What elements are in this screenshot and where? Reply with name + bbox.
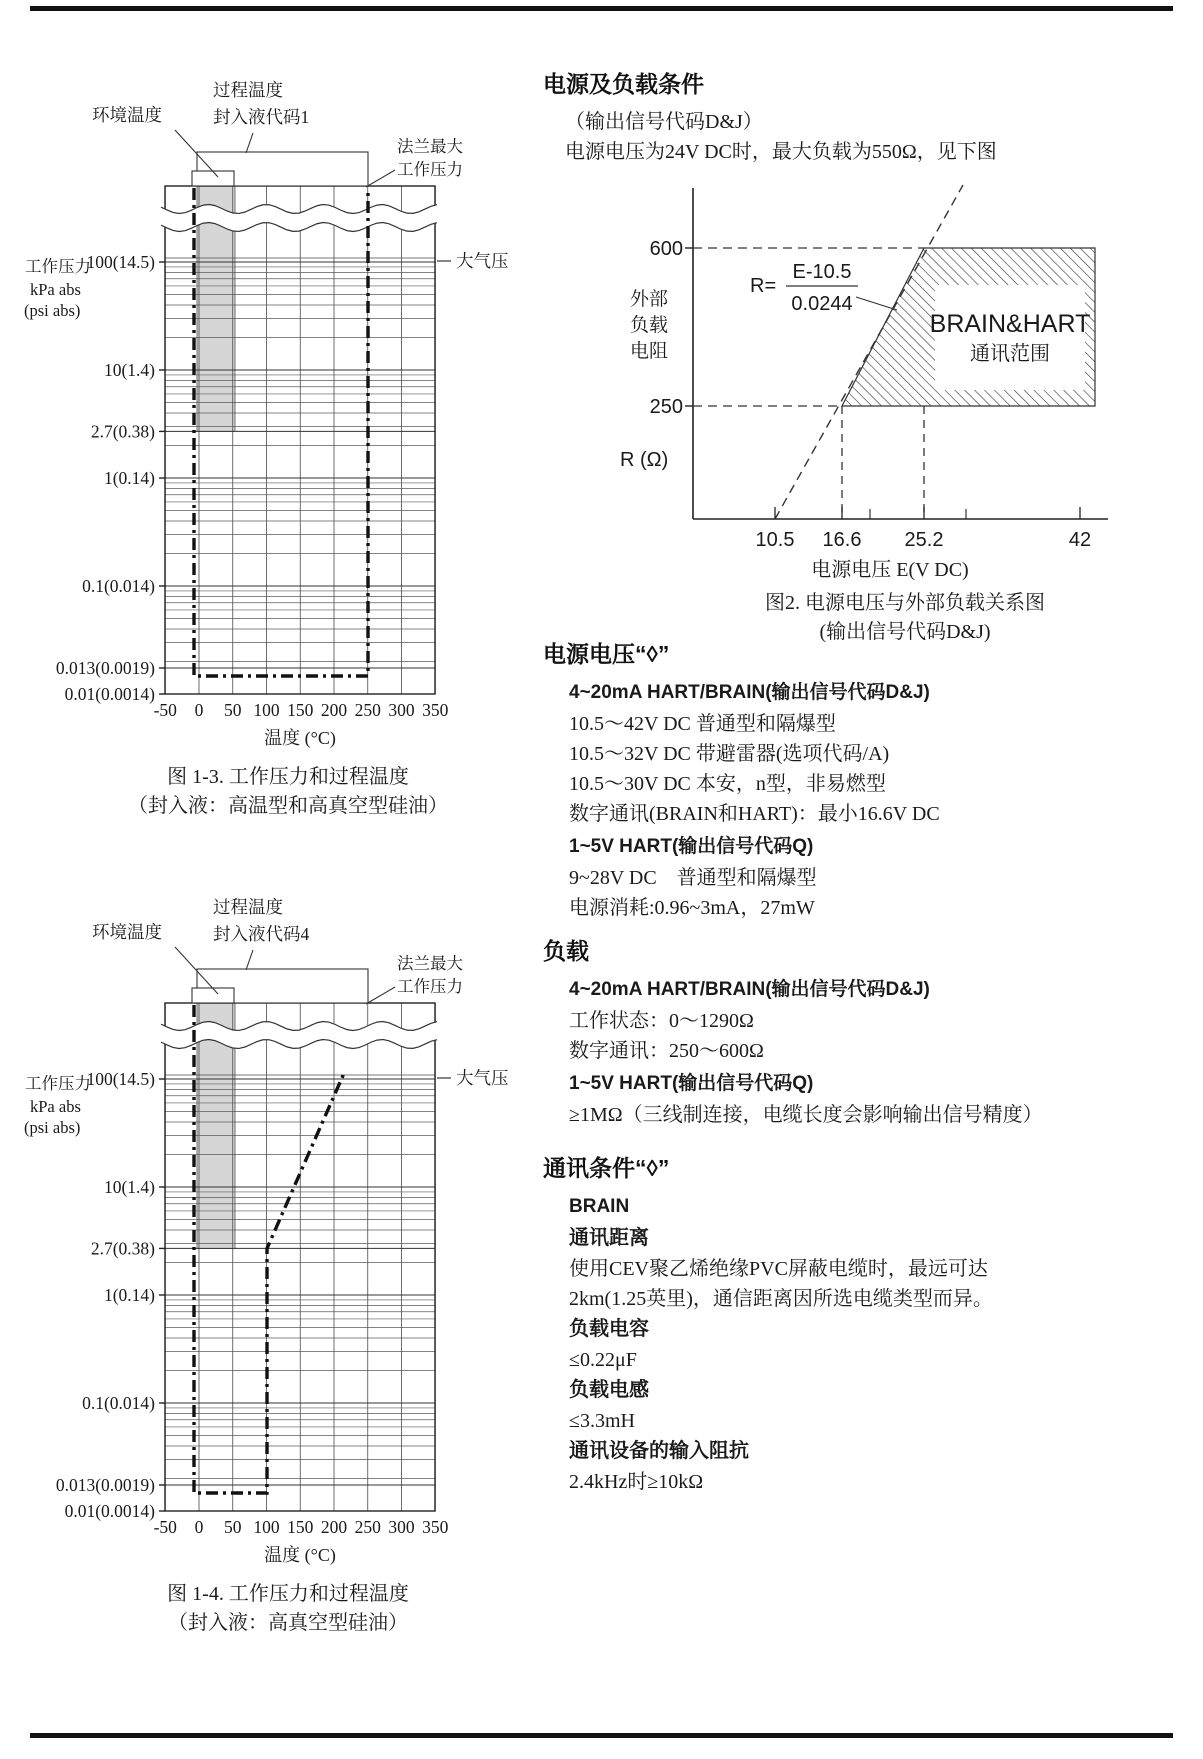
ambient-temp-label: 环境温度 (92, 922, 162, 942)
y-tick-label: 100(14.5) (86, 1069, 155, 1089)
fig13-caption-line1: 图 1-3. 工作压力和过程温度 (167, 766, 409, 788)
text-line: 4~20mA HART/BRAIN(输出信号代码D&J) (569, 682, 930, 703)
svg-text:10.5: 10.5 (755, 529, 795, 551)
fig2-figure (620, 185, 1108, 581)
fig13-caption-line2: （封入液：高温型和高真空型硅油） (128, 795, 448, 817)
svg-text:kPa abs: kPa abs (30, 280, 81, 299)
text-line: 2km(1.25英里)，通信距离因所选电缆类型而异。 (569, 1288, 993, 1310)
svg-text:R (Ω): R (Ω) (620, 449, 669, 471)
y-tick-label: 1(0.14) (103, 468, 155, 488)
fig14-ambient-temp-box (192, 988, 234, 1003)
fig2-x-axis-label: 电源电压 E(V DC) (811, 559, 969, 581)
text-line: 10.5～32V DC 带避雷器(选项代码/A) (569, 743, 890, 765)
svg-text:300: 300 (388, 700, 415, 720)
section-load-title: 负载 (543, 938, 589, 964)
svg-text:150: 150 (287, 1517, 314, 1537)
y-tick-label: 0.01(0.0014) (64, 684, 155, 704)
svg-text:100: 100 (253, 1517, 280, 1537)
svg-text:200: 200 (320, 700, 348, 720)
text-line: 10.5～30V DC 本安，n型，非易燃型 (569, 773, 886, 795)
flange-max-pressure-label: 法兰最大 (397, 137, 463, 156)
fig14-caption-line2: （封入液：高真空型硅油） (168, 1612, 408, 1634)
svg-text:负载: 负载 (630, 315, 669, 336)
svg-text:250: 250 (354, 700, 381, 720)
section-supply-voltage-items (543, 677, 1193, 923)
fig14-caption-line1: 图 1-4. 工作压力和过程温度 (167, 1583, 409, 1605)
svg-text:50: 50 (224, 700, 242, 720)
y-tick-label: 0.1(0.014) (82, 576, 155, 596)
atmosphere-label: 大气压 (456, 251, 509, 271)
fig14-figure (24, 897, 509, 1566)
text-line: 数字通讯：250～600Ω (569, 1040, 764, 1062)
text-line: 电源消耗:0.96~3mA，27mW (569, 897, 815, 919)
fig13-figure (24, 80, 509, 749)
section-power-load-title: 电源及负载条件 (543, 71, 704, 97)
svg-text:600: 600 (649, 238, 683, 260)
text-line: BRAIN (569, 1196, 630, 1217)
svg-text:工作压力: 工作压力 (25, 257, 91, 276)
process-temp-label: 过程温度 (213, 897, 283, 917)
comm-region-label: BRAIN&HART (929, 310, 1091, 338)
svg-text:通讯范围: 通讯范围 (970, 343, 1050, 365)
section-communication-title: 通讯条件“◊” (543, 1155, 670, 1181)
svg-text:25.2: 25.2 (904, 529, 944, 551)
text-line: 负载电感 (569, 1379, 649, 1401)
svg-text:-50: -50 (153, 700, 177, 720)
svg-text:工作压力: 工作压力 (25, 1074, 91, 1093)
text-line: （输出信号代码D&J） (565, 111, 763, 133)
text-line: 9~28V DC 普通型和隔爆型 (569, 867, 817, 889)
svg-text:封入液代码1: 封入液代码1 (213, 107, 310, 127)
fig2-caption-line2: (输出信号代码D&J) (819, 621, 991, 643)
text-line: 2.4kHz时≥10kΩ (569, 1471, 704, 1493)
svg-text:-50: -50 (153, 1517, 177, 1537)
svg-text:E-10.5: E-10.5 (792, 261, 852, 283)
svg-text:(psi abs): (psi abs) (24, 301, 81, 320)
text-line: 负载电容 (569, 1318, 649, 1340)
svg-text:R=: R= (750, 275, 777, 297)
svg-text:350: 350 (422, 700, 449, 720)
svg-text:封入液代码4: 封入液代码4 (213, 924, 310, 944)
svg-text:50: 50 (224, 1517, 242, 1537)
y-tick-label: 10(1.4) (103, 1177, 155, 1197)
svg-text:250: 250 (649, 396, 683, 418)
atmosphere-label: 大气压 (456, 1068, 509, 1088)
y-tick-label: 1(0.14) (103, 1285, 155, 1305)
y-tick-label: 100(14.5) (86, 252, 155, 272)
text-line: 1~5V HART(输出信号代码Q) (569, 1073, 814, 1094)
svg-text:电阻: 电阻 (630, 341, 669, 362)
y-tick-label: 0.013(0.0019) (55, 1475, 155, 1495)
svg-text:外部: 外部 (630, 289, 669, 310)
svg-text:250: 250 (354, 1517, 381, 1537)
svg-text:300: 300 (388, 1517, 415, 1537)
text-line: 电源电压为24V DC时，最大负载为550Ω，见下图 (565, 141, 997, 163)
fig13-ambient-temp-box (192, 171, 234, 186)
y-tick-label: 0.1(0.014) (82, 1393, 155, 1413)
text-line: 数字通讯(BRAIN和HART)：最小16.6V DC (569, 803, 940, 825)
y-tick-label: 10(1.4) (103, 360, 155, 380)
text-line: ≤0.22μF (569, 1349, 637, 1371)
text-line: 4~20mA HART/BRAIN(输出信号代码D&J) (569, 979, 930, 1000)
section-power-load-lines (543, 107, 1193, 167)
text-line: 通讯设备的输入阻抗 (569, 1440, 749, 1462)
section-supply-voltage-title: 电源电压“◊” (543, 641, 670, 667)
text-line: 通讯距离 (569, 1227, 649, 1249)
fig2-caption-line1: 图2. 电源电压与外部负载关系图 (765, 592, 1045, 614)
section-power-load (543, 66, 1193, 167)
y-tick-label: 2.7(0.38) (90, 421, 155, 442)
x-axis-label: 温度 (°C) (264, 1545, 336, 1565)
process-temp-label: 过程温度 (213, 80, 283, 100)
svg-text:工作压力: 工作压力 (397, 977, 463, 996)
x-axis-label: 温度 (°C) (264, 728, 336, 748)
svg-text:150: 150 (287, 700, 314, 720)
section-communication-items (543, 1191, 1193, 1497)
svg-text:42: 42 (1068, 529, 1092, 551)
section-load-items (543, 974, 1193, 1130)
text-line: 使用CEV聚乙烯绝缘PVC屏蔽电缆时，最远可达 (569, 1258, 988, 1280)
text-line: 1~5V HART(输出信号代码Q) (569, 836, 814, 857)
svg-text:350: 350 (422, 1517, 449, 1537)
text-line: ≥1MΩ（三线制连接，电缆长度会影响输出信号精度） (569, 1104, 1043, 1126)
y-tick-label: 0.013(0.0019) (55, 658, 155, 678)
svg-text:kPa abs: kPa abs (30, 1097, 81, 1116)
text-line: ≤3.3mH (569, 1410, 635, 1432)
text-line: 10.5～42V DC 普通型和隔爆型 (569, 713, 836, 735)
section-supply-voltage (543, 636, 1193, 923)
svg-text:(psi abs): (psi abs) (24, 1118, 81, 1137)
svg-text:0.0244: 0.0244 (791, 293, 853, 315)
svg-text:200: 200 (320, 1517, 348, 1537)
svg-text:0: 0 (194, 700, 204, 720)
svg-text:工作压力: 工作压力 (397, 160, 463, 179)
y-tick-label: 2.7(0.38) (90, 1238, 155, 1259)
y-tick-label: 0.01(0.0014) (64, 1501, 155, 1521)
section-load (543, 933, 1193, 1130)
svg-text:0: 0 (194, 1517, 204, 1537)
text-line: 工作状态：0～1290Ω (569, 1010, 754, 1032)
svg-text:100: 100 (253, 700, 280, 720)
flange-max-pressure-label: 法兰最大 (397, 954, 463, 973)
section-communication (543, 1150, 1193, 1497)
svg-text:16.6: 16.6 (822, 529, 862, 551)
ambient-temp-label: 环境温度 (92, 105, 162, 125)
